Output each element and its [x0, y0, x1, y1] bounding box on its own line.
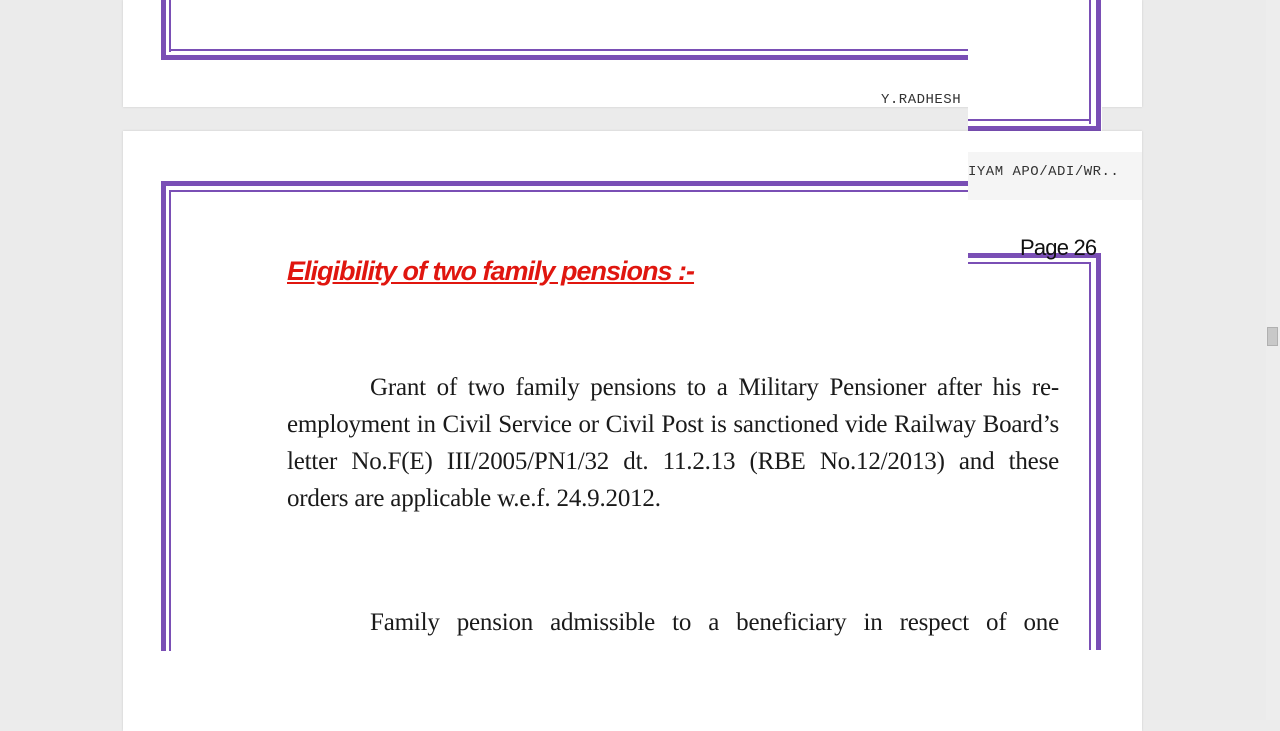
page-border-left-inner	[169, 190, 171, 651]
section-heading: Eligibility of two family pensions :-	[287, 256, 695, 286]
scrollbar-thumb[interactable]	[1267, 327, 1278, 346]
page-border-top-right-inner	[968, 262, 1091, 264]
page-border-left-inner	[169, 0, 171, 52]
page-border-bottom-inner	[169, 49, 968, 51]
page-border-bottom-right-inner	[968, 119, 1091, 121]
page-border-right-inner	[1089, 0, 1091, 124]
running-header: IYAM APO/ADI/WR..	[968, 164, 1120, 180]
page-border-right-inner	[1089, 262, 1091, 650]
body-paragraph-2: Family pension admissible to a beneficiary in respect of one	[370, 609, 1059, 636]
previous-page-footer: Y.RADHESH	[881, 92, 962, 108]
page-number-label: Page 26	[1020, 235, 1097, 260]
page-border-top	[161, 181, 968, 186]
vertical-scrollbar[interactable]	[1266, 0, 1280, 720]
page-border-left	[161, 0, 166, 60]
body-paragraph-1: Grant of two family pensions to a Military Pensioner after his re-employment in Civil Service or Civil Post is sanctioned vide Railway Board’s letter No.F(E) III/2005/PN1/32 dt. 11.2.13 (RBE No.12/2013) and these orders are applicable w.e.f. 24.9.2012.	[287, 374, 1059, 512]
previous-page-right-strip	[968, 0, 1102, 133]
page-border-bottom	[161, 55, 968, 60]
running-header-strip	[968, 152, 1142, 200]
page-border-top-inner	[169, 190, 968, 192]
page-border-left	[161, 181, 166, 651]
page-border-right	[1096, 0, 1101, 133]
page-border-right	[1096, 253, 1101, 650]
